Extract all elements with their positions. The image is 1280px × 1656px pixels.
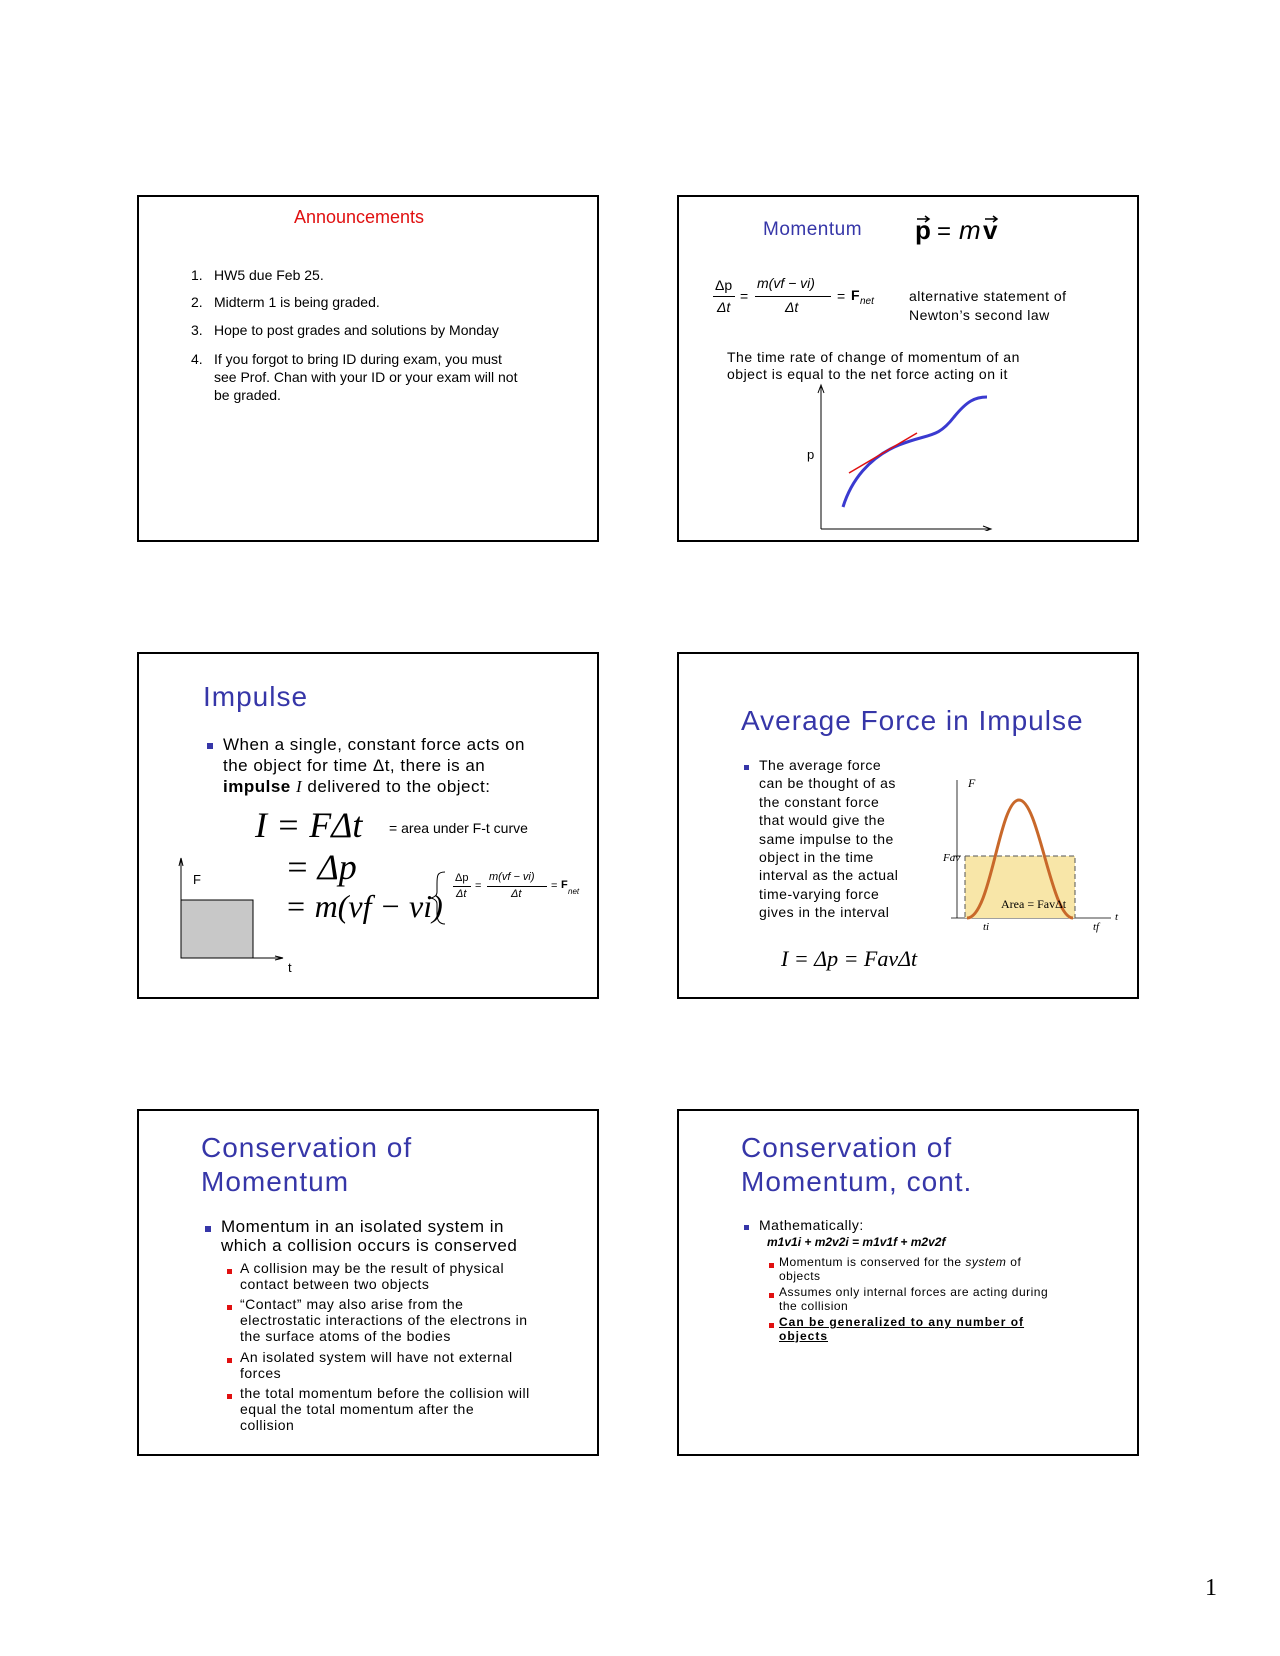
sub-bullet-marker [769, 1263, 774, 1268]
momentum-formula [913, 213, 1013, 252]
graph-fav-label: Fav [943, 852, 961, 864]
slide-announcements [137, 195, 599, 542]
bullet-marker [205, 1226, 211, 1232]
conservation-bullet: Momentum in an isolated system in which a collision occurs is conserved [221, 1217, 518, 1255]
slide-conservation-cont [677, 1109, 1139, 1456]
conservation-cont-title: Conservation of Momentum, cont. [741, 1132, 973, 1197]
impulse-bullet: When a single, constant force acts on the object for time Δt, there is an impulse I delivered to the object: [223, 735, 525, 796]
impulse-eq1: I = FΔt [255, 805, 363, 845]
conservation-title: Conservation of Momentum [201, 1132, 413, 1197]
slide-momentum [677, 195, 1139, 542]
sub-bullet-marker [769, 1323, 774, 1328]
momentum-title: Momentum [763, 219, 863, 240]
slide-average-force [677, 652, 1139, 999]
slide-impulse [137, 652, 599, 999]
sub-bullet-marker [227, 1394, 232, 1399]
graph-ti-label: ti [983, 921, 990, 933]
brace-icon [427, 870, 449, 926]
graph-f-label: F [968, 776, 976, 790]
momentum-description: The time rate of change of momentum of an object is equal to the net force acting on it [727, 349, 1020, 382]
conservation-cont-bullet: Mathematically: [759, 1217, 864, 1233]
bullet-marker [744, 1225, 749, 1230]
average-force-graph [941, 774, 1121, 944]
graph-tf-label: tf [1093, 921, 1100, 933]
average-force-bullet: The average force can be thought of as the constant force that would give the same impulse to the object in the time interval as the actual time-varying force gives in the interval [759, 757, 899, 921]
average-force-title: Average Force in Impulse [741, 705, 1084, 736]
impulse-eq2: = Δp [285, 847, 357, 887]
conservation-sub-3: An isolated system will have not external forces [240, 1349, 513, 1381]
conservation-sub-1: A collision may be the result of physical contact between two objects [240, 1260, 505, 1292]
announcement-item-1: 1. HW5 due Feb 25. [191, 267, 324, 283]
momentum-graph [789, 381, 1029, 531]
announcement-item-2: 2. Midterm 1 is being graded. [191, 294, 380, 310]
impulse-title: Impulse [203, 681, 309, 712]
graph-t-label: t [288, 960, 292, 975]
announcement-item-3: 3. Hope to post grades and solutions by Monday [191, 322, 499, 338]
conservation-sub-2: “Contact” may also arise from the electrostatic interactions of the electrons in the surface atoms of the bodies [240, 1296, 528, 1344]
svg-text:=: = [937, 218, 952, 245]
momentum-note: alternative statement of Newton’s second law [909, 288, 1067, 323]
impulse-brace-equation: Δp Δt = m(vf − vi) Δt = F net [455, 871, 580, 900]
sub-bullet-marker [227, 1305, 232, 1310]
sub-bullet-marker [227, 1358, 232, 1363]
conservation-cont-sub-2: Assumes only internal forces are acting during the collision [779, 1285, 1049, 1313]
sub-bullet-marker [227, 1269, 232, 1274]
conservation-sub-4: the total momentum before the collision will equal the total momentum after the collision [240, 1385, 530, 1433]
page-number: 1 [1205, 1575, 1217, 1601]
announcements-title: Announcements [293, 207, 425, 227]
graph-y-label: p [807, 447, 815, 462]
svg-text:p: p [915, 215, 931, 245]
conservation-cont-eq: m1v1i + m2v2i = m1v1f + m2v2f [767, 1235, 946, 1249]
impulse-graph [175, 854, 295, 964]
graph-t-label: t [1115, 911, 1119, 923]
sub-bullet-marker [769, 1293, 774, 1298]
conservation-cont-sub-3: Can be generalized to any number of objects [779, 1315, 1025, 1343]
svg-text:v: v [983, 215, 998, 245]
impulse-eq3: = m(vf − vi) [285, 888, 443, 924]
average-force-eq: I = Δp = FavΔt [781, 946, 918, 971]
announcement-item-4: 4. If you forgot to bring ID during exam, you must see Prof. Chan with your ID or your exam will not be graded. [191, 351, 518, 403]
impulse-eq1-note: = area under F-t curve [389, 820, 528, 836]
svg-text:m: m [959, 215, 981, 245]
conservation-cont-sub-1: Momentum is conserved for the system of objects [779, 1255, 1022, 1283]
bullet-marker [744, 765, 749, 770]
slide-conservation [137, 1109, 599, 1456]
bullet-marker [207, 743, 213, 749]
graph-f-label: F [193, 872, 201, 887]
graph-area-label: Area = FavΔt [1001, 897, 1067, 911]
momentum-equation: Δp Δt = m(vf − vi) Δt = F net [715, 275, 874, 315]
